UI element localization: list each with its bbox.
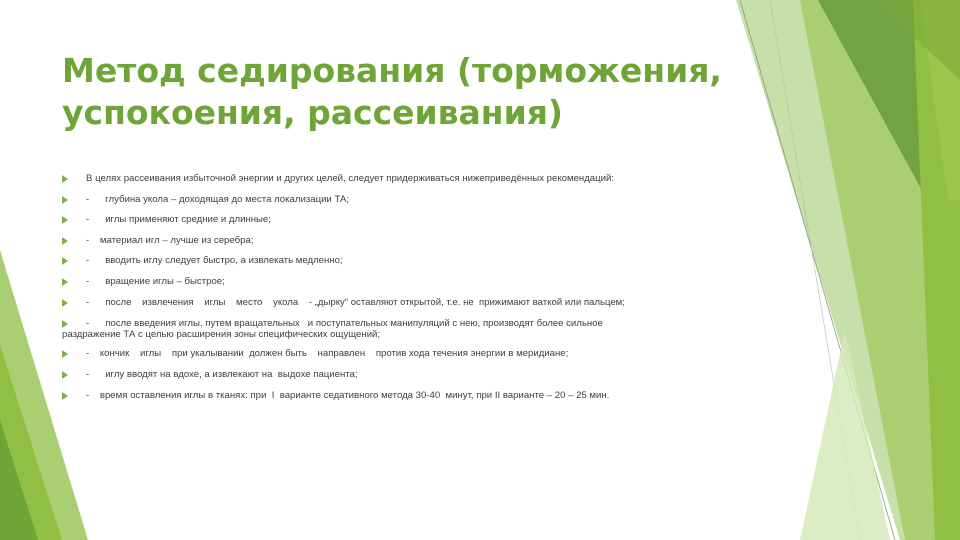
bullet-text: - глубина укола – доходящая до места локализации ТА; <box>86 194 350 205</box>
bullet-text-continued: раздражение ТА с целью расширения зоны специфических ощущений; <box>62 329 381 340</box>
bullet-text: - кончик иглы при укалывании должен быть направлен против хода течения энергии в меридиане; <box>86 348 569 359</box>
bullet-text: - после извлечения иглы место укола - „дырку“ оставляют открытой, т.е. не прижимают ваткой или пальцем; <box>86 297 625 308</box>
bullet-arrow-icon <box>62 392 68 400</box>
bullet-text: - после введения иглы, путем вращательных и поступательных манипуляций с нею, производят более сильное <box>86 318 603 329</box>
bullet-text: - время оставления иглы в тканях: при I варианте седативного метода 30-40 минут, при II варианте – 20 – 25 мин. <box>86 390 610 401</box>
bullet-arrow-icon <box>62 350 68 358</box>
title-line-2: успокоения, рассеивания) <box>62 93 563 132</box>
bullet-text: - материал игл – лучше из серебра; <box>86 235 254 246</box>
title-line-1: Метод седирования (торможения, <box>62 51 722 90</box>
bullet-text: - вводить иглу следует быстро, а извлекать медленно; <box>86 255 343 266</box>
bullet-arrow-icon <box>62 278 68 286</box>
bullet-arrow-icon <box>62 320 68 328</box>
bullet-arrow-icon <box>62 237 68 245</box>
bullet-text: - иглу вводят на вдохе, а извлекают на выдохе пациента; <box>86 369 358 380</box>
bullet-text: - иглы применяют средние и длинные; <box>86 214 271 225</box>
bullet-arrow-icon <box>62 175 68 183</box>
bullet-arrow-icon <box>62 257 68 265</box>
bullet-arrow-icon <box>62 299 68 307</box>
bullet-arrow-icon <box>62 371 68 379</box>
bullet-arrow-icon <box>62 196 68 204</box>
bullet-arrow-icon <box>62 216 68 224</box>
bullet-text: - вращение иглы – быстрое; <box>86 276 225 287</box>
bullet-text: В целях рассеивания избыточной энергии и других целей, следует придерживаться нижеприведённых рекомендаций: <box>86 173 615 184</box>
